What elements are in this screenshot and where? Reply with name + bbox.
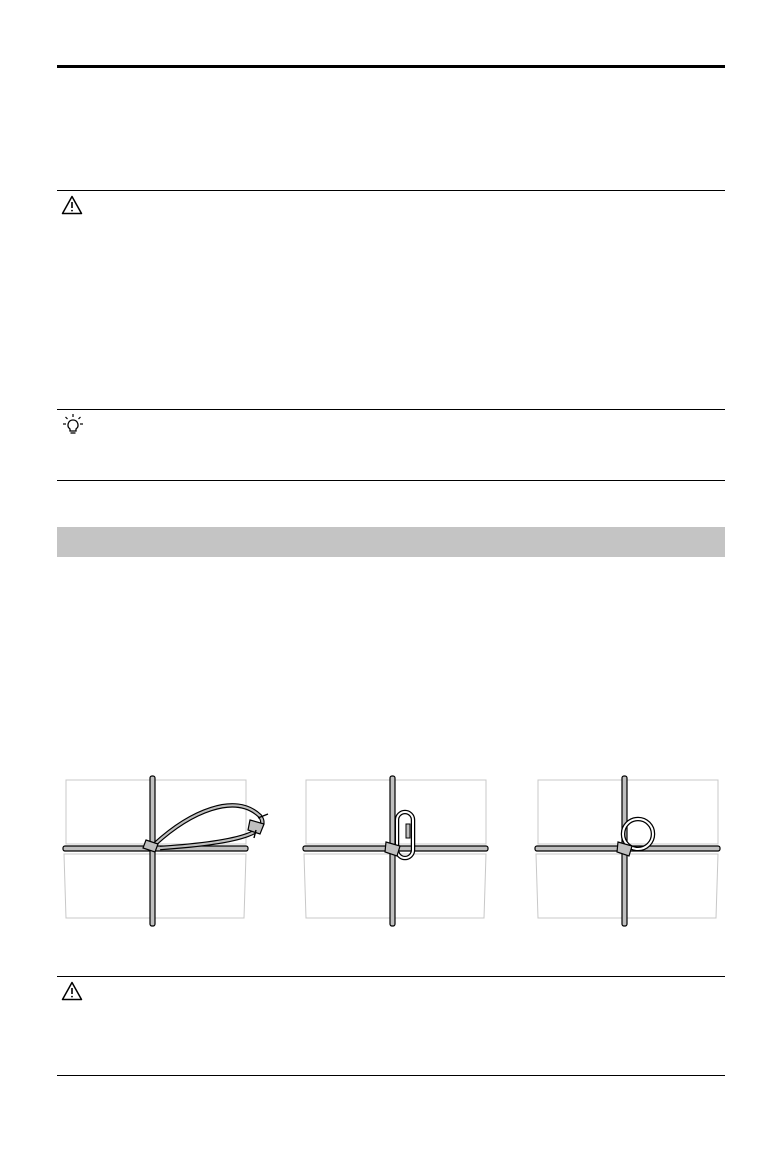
section-heading-bar xyxy=(57,527,725,557)
lightbulb-icon xyxy=(61,413,85,437)
warning-icon xyxy=(61,981,83,1001)
header-rule xyxy=(57,65,725,68)
notice-divider-rule xyxy=(57,409,725,410)
package-carabiner-figure xyxy=(300,772,492,930)
package-loop-knot-figure xyxy=(60,772,276,930)
notice-top-rule xyxy=(57,976,725,977)
notice-top-rule xyxy=(57,190,725,191)
warning-icon xyxy=(61,195,83,215)
package-ring-figure xyxy=(532,772,724,930)
notice-bottom-rule xyxy=(57,480,725,481)
notice-bottom-rule xyxy=(57,1075,725,1076)
